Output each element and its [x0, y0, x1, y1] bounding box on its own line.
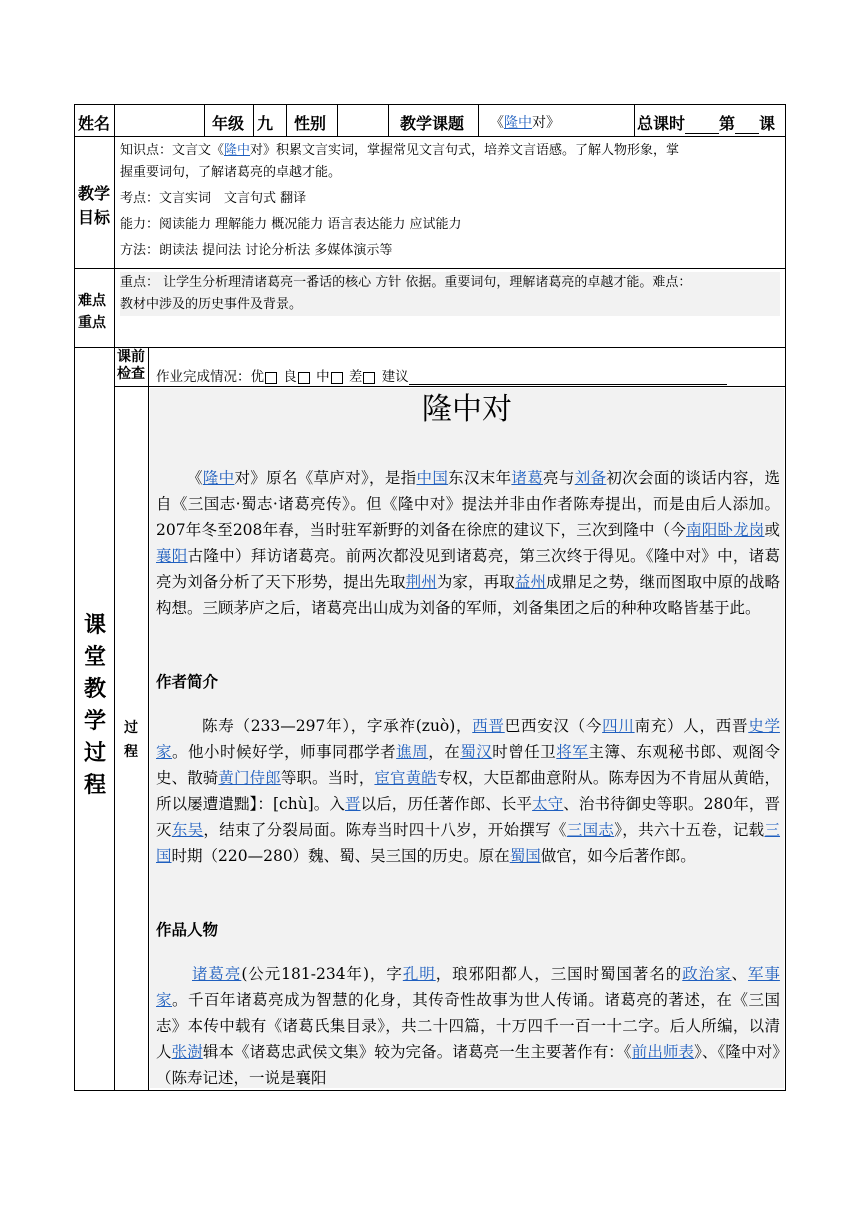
checkbox-excellent[interactable]	[265, 372, 277, 384]
author-heading: 作者简介	[156, 673, 219, 691]
goals-content	[120, 140, 782, 262]
checkbox-poor[interactable]	[363, 372, 375, 384]
works-heading: 作品人物	[156, 921, 219, 939]
topic-label: 教学课题	[400, 114, 465, 133]
knowledge-line-2: 握重要词句，了解诸葛亮的卓越才能。	[120, 165, 342, 180]
lesson-label: 课	[759, 114, 776, 133]
gender-field[interactable]	[339, 106, 386, 134]
key-line-2: 教材中涉及的历史事件及背景。	[120, 297, 303, 312]
process-label: 过 程	[124, 720, 138, 760]
topic-value: 《隆中对》	[490, 115, 560, 131]
check-label: 课前 检查	[117, 349, 145, 382]
exam-points: 考点：文言实词 文言句式 翻译	[120, 191, 307, 206]
intro-paragraph: 《隆中对》原名《草庐对》，是指中国东汉末年诸葛亮与刘备初次会面的谈话内容，选自《三国志·蜀志·诸葛亮传》。但《隆中对》提法并非由作者陈寿提出，而是由后人添加。207年冬至208年春，当时驻军新野的刘备在徐庶的建议下，三次到隆中（今南阳卧龙岗或襄阳古隆中）拜访诸葛亮。前两次都没见到诸葛亮，第三次终于得见。《隆中对》中，诸葛亮为刘备分析了天下形势，提出先取荆州为家，再取益州成鼎足之势，继而图取中原的战略构想。三顾茅庐之后，诸葛亮出山成为刘备的军师，刘备集团之后的种种攻略皆基于此。	[156, 469, 780, 617]
key-content	[120, 272, 780, 316]
article-title: 隆中对	[422, 392, 512, 427]
key-line-1: 重点： 让学生分析理清诸葛亮一番话的核心 方针 依据。重要词句，理解诸葛亮的卓越才能。难点：	[120, 275, 692, 290]
author-paragraph: 陈寿（233—297年），字承祚(zuò)，西晋巴西安汉（今四川南充）人，西晋史学家。他小时候好学，师事同郡学者谯周，在蜀汉时曾任卫将军主簿、东观秘书郎、观阁令史、散骑黄门侍郎等职。当时，宦官黄皓专权，大臣都曲意附从。陈寿因为不肯屈从黄皓，所以屡遭遣黜】：[chù]。入晋以后，历任著作郎、长平太守、治书待御史等职。280年，晋灭东吴，结束了分裂局面。陈寿当时四十八岁，开始撰写《三国志》，共六十五卷，记载三国时期（220—280）魏、蜀、吴三国的历史。原在蜀国做官，如今后著作郎。	[156, 717, 780, 865]
key-label: 难点 重点	[78, 293, 106, 331]
homework-check: 作业完成情况：优 良 中 差 建议	[156, 365, 727, 385]
name-field[interactable]	[116, 106, 202, 134]
grade-value: 九	[257, 114, 274, 133]
methods: 方法：朗读法 提问法 讨论分析法 多媒体演示等	[120, 243, 393, 258]
topic-link[interactable]: 隆中	[504, 115, 532, 131]
knowledge-line: 知识点：文言文《隆中对》积累文言实词，掌握常见文言句式，培养文言语感。了解人物形象，掌	[120, 143, 680, 158]
lesson-count	[637, 111, 775, 134]
checkbox-medium[interactable]	[331, 372, 343, 384]
grade-label: 年级	[212, 114, 245, 133]
total-blank	[685, 119, 719, 134]
gender-label: 性别	[294, 114, 327, 133]
goals-label: 教学 目标	[78, 184, 111, 227]
di-blank	[735, 119, 759, 134]
works-paragraph: 诸葛亮(公元181-234年)，字孔明，琅邪阳都人，三国时蜀国著名的政治家、军事家。千百年诸葛亮成为智慧的化身，其传奇性故事为世人传诵。诸葛亮的著述，在《三国志》本传中载有《诸葛氏集目录》，共二十四篇，十万四千一百一十二字。后人所编，以清人张澍辑本《诸葛忠武侯文集》较为完备。诸葛亮一生主要著作有：《前出师表》、《隆中对》（陈寿记述，一说是襄阳	[156, 965, 780, 1087]
abilities: 能力：阅读能力 理解能力 概况能力 语言表达能力 应试能力	[120, 217, 462, 232]
di-label: 第	[719, 114, 736, 133]
checkbox-good[interactable]	[298, 372, 310, 384]
suggestion-field[interactable]	[409, 370, 727, 385]
classroom-process-label: 课 堂 教 学 过 程	[83, 613, 106, 798]
knowledge-link[interactable]: 隆中	[224, 143, 251, 158]
name-label: 姓名	[78, 114, 111, 133]
total-label: 总课时	[637, 114, 686, 133]
